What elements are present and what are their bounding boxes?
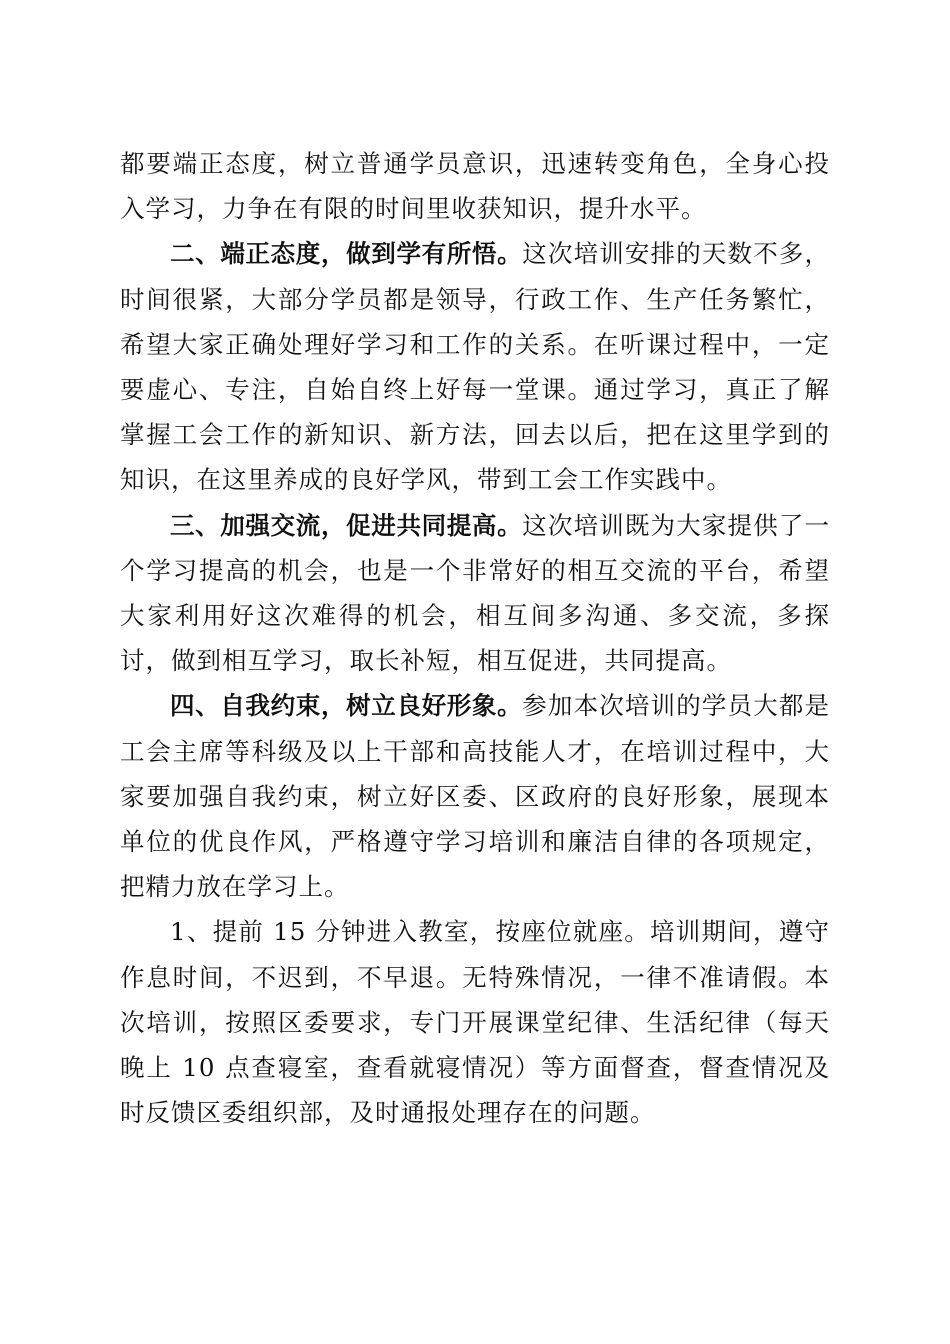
section-heading: 二、端正态度，做到学有所悟。: [170, 239, 523, 269]
section-heading: 三、加强交流，促进共同提高。: [170, 510, 523, 540]
paragraph-text: 这次培训安排的天数不多，时间很紧，大部分学员都是领导，行政工作、生产任务繁忙，希望大家正确处理好学习和工作的关系。在听课过程中，一定要虚心、专注，自始自终上好每一堂课。通过学习，真正了解掌握工会工作的新知识、新方法，回去以后，把在这里学到的知识，在这里养成的良好学风，带到工会工作实践中。: [120, 239, 831, 495]
section-heading: 四、自我约束，树立良好形象。: [170, 691, 523, 721]
paragraph-section-four: [120, 683, 830, 909]
paragraph-text: 都要端正态度，树立普通学员意识，迅速转变角色，全身心投入学习，力争在有限的时间里收获知识，提升水平。: [120, 149, 830, 224]
paragraph-rule-one: [120, 909, 830, 1135]
paragraph-text: 这次培训既为大家提供了一个学习提高的机会，也是一个非常好的相互交流的平台，希望大家利用好这次难得的机会，相互间多沟通、多交流，多探讨，做到相互学习，取长补短，相互促进，共同提高。: [120, 510, 831, 676]
paragraph-text: 1、提前 15 分钟进入教室，按座位就座。培训期间，遵守作息时间，不迟到，不早退。无特殊情况，一律不准请假。本次培训，按照区委要求，专门开展课堂纪律、生活纪律（每天晚上 10 点查寝室，查看就寝情况）等方面督查，督查情况及时反馈区委组织部，及时通报处理存在的问题。: [120, 917, 830, 1128]
document-body: [120, 141, 830, 1135]
paragraph-section-two: [120, 231, 830, 502]
paragraph-continuation: [120, 141, 830, 231]
paragraph-section-three: [120, 503, 830, 684]
paragraph-text: 参加本次培训的学员大都是工会主席等科级及以上干部和高技能人才，在培训过程中，大家要加强自我约束，树立好区委、区政府的良好形象，展现本单位的优良作风，严格遵守学习培训和廉洁自律的各项规定，把精力放在学习上。: [120, 691, 831, 902]
